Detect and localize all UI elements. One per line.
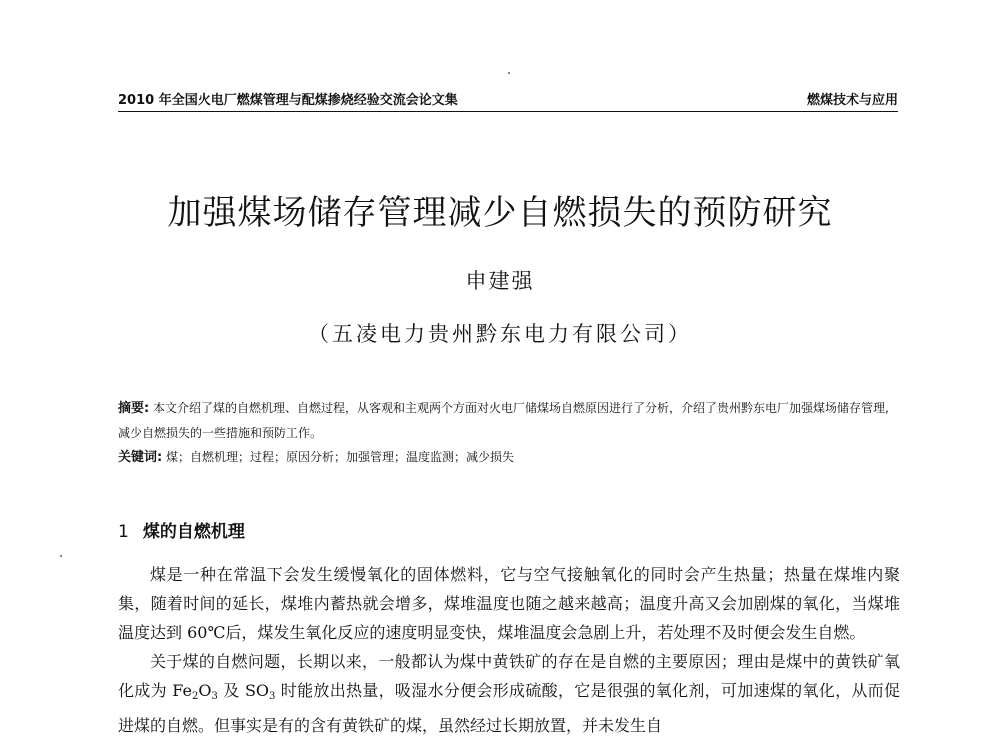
- header-section-name: 燃煤技术与应用: [806, 93, 898, 108]
- section-heading: [118, 517, 245, 542]
- paragraph-2: 关于煤的自燃问题，长期以来，一般都认为煤中黄铁矿的存在是自燃的主要原因；理由是煤中的黄铁矿氧化成为 $Fe_2O_3$ 及 $SO_3$ 时能放出热量，吸湿水分便会形成硫酸，它是很强的氧化剂，可加速煤的氧化，从而促进煤的自燃。但事实是有的含有黄铁矿的煤，虽然经过长期放置，并未发生自: [118, 652, 900, 735]
- abstract-label: 摘要: [118, 401, 145, 416]
- body-text: [118, 560, 900, 740]
- abstract: 摘要: 本文介绍了煤的自燃机理、自燃过程，从客观和主观两个方面对火电厂储煤场自燃原因进行了分析，介绍了贵州黔东电厂加强煤场储存管理,减少自燃损失的一些措施和预防工作。: [118, 401, 889, 440]
- section-title: 煤的自燃机理: [142, 522, 245, 542]
- author-name: 申建强: [465, 269, 535, 293]
- scan-speck: [60, 555, 62, 557]
- scan-speck: [508, 72, 510, 74]
- abstract-text: 本文介绍了煤的自燃机理、自燃过程，从客观和主观两个方面对火电厂储煤场自燃原因进行了分析，介绍了贵州黔东电厂加强煤场储存管理,减少自燃损失的一些措施和预防工作。: [118, 401, 889, 440]
- running-header: [118, 89, 898, 112]
- paper-title: 加强煤场储存管理减少自燃损失的预防研究: [167, 193, 833, 233]
- keywords-text: 煤；自燃机理；过程；原因分析；加强管理；温度监测；减少损失: [166, 450, 515, 464]
- author-affiliation: （五凌电力贵州黔东电力有限公司）: [308, 322, 692, 346]
- paragraph-1: 煤是一种在常温下会发生缓慢氧化的固体燃料，它与空气接触氧化的同时会产生热量；热量在煤堆内聚集，随着时间的延长，煤堆内蓄热就会增多，煤堆温度也随之越来越高；温度升高又会加剧煤的氧化，当煤堆温度达到 60℃后，煤发生氧化反应的速度明显变快，煤堆温度会急剧上升，若处理不及时便会发生自燃。: [118, 565, 900, 642]
- keywords-label: 关键词: [118, 450, 158, 465]
- section-number: 1: [118, 522, 129, 542]
- abstract-block: [118, 396, 900, 470]
- header-proceedings-title: 2010 年全国火电厂燃煤管理与配煤掺烧经验交流会论文集: [118, 93, 458, 108]
- keywords: 关键词: 煤；自燃机理；过程；原因分析；加强管理；温度监测；减少损失: [118, 450, 515, 465]
